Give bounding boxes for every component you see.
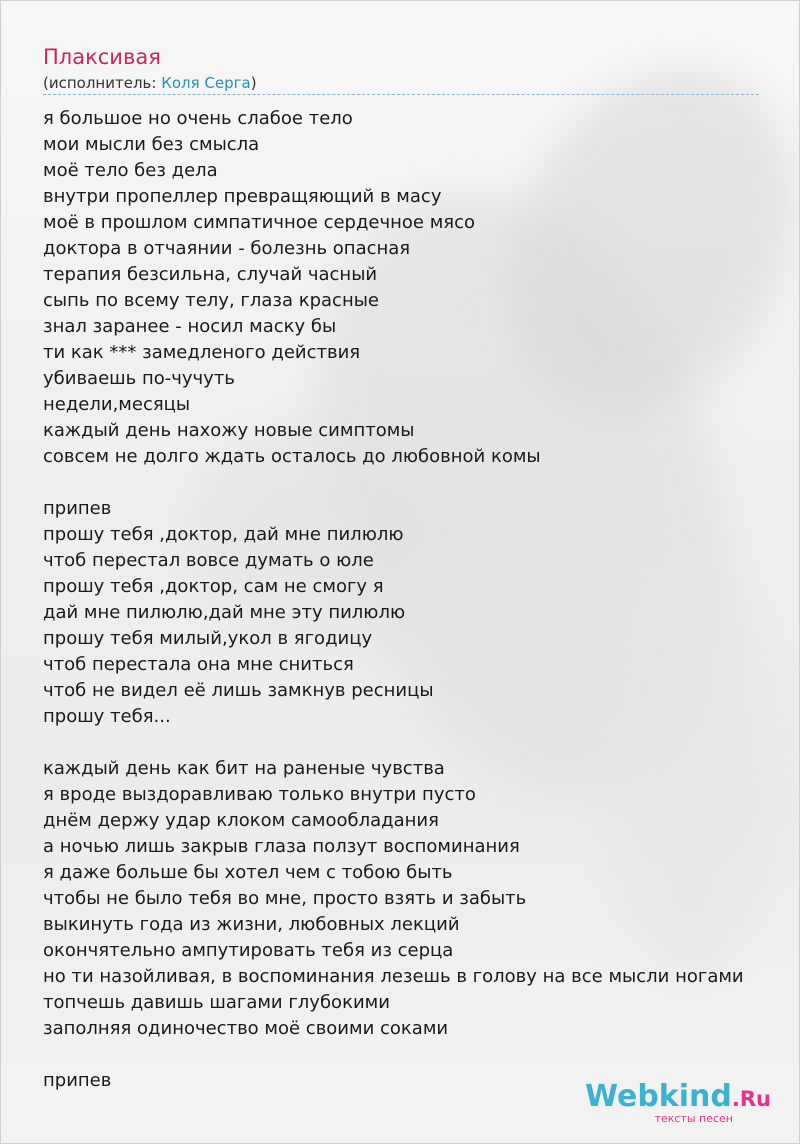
lyrics-line: прошу тебя милый,укол в ягодицу — [43, 628, 373, 649]
artist-line — [43, 73, 257, 93]
lyrics-line: заполняя одиночество моё своими соками — [43, 1018, 449, 1039]
lyrics-blank-line — [43, 1042, 783, 1068]
lyrics-line: припев — [43, 498, 112, 519]
lyrics-line: окончятельно ампутировать тебя из серца — [43, 940, 454, 961]
lyrics-line: доктора в отчаянии - болезнь опасная — [43, 238, 411, 259]
artist-link[interactable]: Коля Серга — [161, 74, 251, 92]
lyrics-line: припев — [43, 1070, 112, 1091]
logo-main-text: Webkind — [584, 1079, 732, 1114]
lyrics-line: прошу тебя... — [43, 706, 171, 727]
lyrics-line: топчешь давишь шагами глубокими — [43, 992, 390, 1013]
lyrics-line: убиваешь по-чучуть — [43, 368, 235, 389]
artist-prefix: (исполнитель: — [43, 74, 162, 92]
lyrics-line: ти как *** замедленого действия — [43, 342, 361, 363]
lyrics-line: но ти назойливая, в воспоминания лезешь в голову на все мысли ногами — [43, 966, 744, 987]
logo-wordmark — [585, 1081, 771, 1115]
lyrics-blank-line — [43, 730, 783, 756]
lyrics-line: совсем не долго ждать осталось до любовной комы — [43, 446, 541, 467]
lyrics-line: моё тело без дела — [43, 160, 218, 181]
lyrics-line: терапия безсильна, случай часный — [43, 264, 378, 285]
song-title: Плаксивая — [43, 45, 161, 69]
lyrics-line: знал заранее - носил маску бы — [43, 316, 337, 337]
lyrics-blank-line — [43, 470, 783, 496]
lyrics-line: чтобы не было тебя во мне, просто взять и забыть — [43, 888, 527, 909]
title-divider — [43, 94, 759, 95]
artist-suffix: ) — [250, 74, 257, 92]
lyrics-line: я даже больше бы хотел чем с тобою быть — [43, 862, 453, 883]
lyrics-line: а ночью лишь закрыв глаза ползут воспоминания — [43, 836, 520, 857]
lyrics-line: чтоб перестал вовсе думать о юле — [43, 550, 374, 571]
lyrics-line: дай мне пилюлю,дай мне эту пилюлю — [43, 602, 406, 623]
lyrics-block — [43, 106, 783, 1094]
lyrics-line: моё в прошлом симпатичное сердечное мясо — [43, 212, 476, 233]
lyrics-line: прошу тебя ,доктор, дай мне пилюлю — [43, 524, 404, 545]
lyrics-line: внутри пропеллер превращяющий в масу — [43, 186, 442, 207]
lyrics-line: днём держу удар клоком самообладания — [43, 810, 439, 831]
lyrics-line: мои мысли без смысла — [43, 134, 260, 155]
lyrics-line: чтоб не видел её лишь замкнув ресницы — [43, 680, 434, 701]
logo-subtitle: тексты песен — [654, 1112, 733, 1125]
lyrics-line: выкинуть года из жизни, любовных лекций — [43, 914, 460, 935]
lyrics-line: я вроде выздоравливаю только внутри пусто — [43, 784, 476, 805]
webkind-logo[interactable] — [585, 1081, 771, 1125]
logo-tld: .Ru — [731, 1087, 771, 1111]
lyrics-line: чтоб перестала она мне сниться — [43, 654, 354, 675]
lyrics-line: каждый день нахожу новые симптомы — [43, 420, 415, 441]
lyrics-line: сыпь по всему телу, глаза красные — [43, 290, 379, 311]
lyrics-line: я большое но очень слабое тело — [43, 108, 353, 129]
lyrics-line: прошу тебя ,доктор, сам не смогу я — [43, 576, 384, 597]
lyrics-line: недели,месяцы — [43, 394, 191, 415]
lyrics-line: каждый день как бит на раненые чувства — [43, 758, 445, 779]
